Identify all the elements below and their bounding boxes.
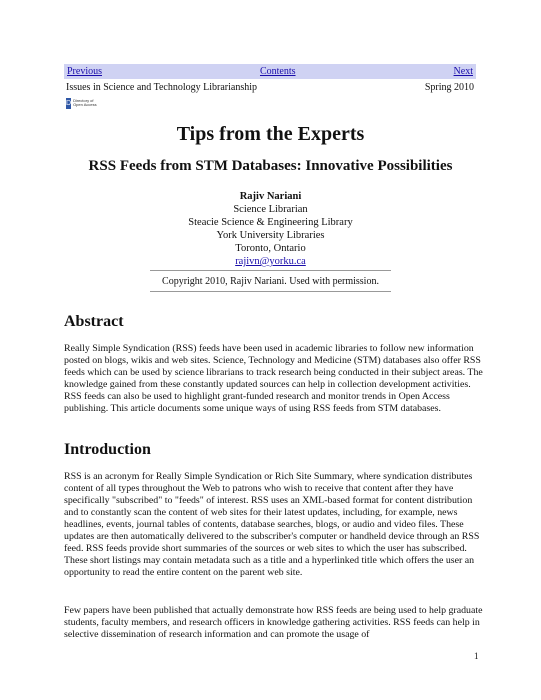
doaj-logo[interactable] — [66, 96, 98, 110]
author-role: Science Librarian — [233, 204, 308, 215]
page-number: 1 — [474, 651, 479, 661]
intro-paragraph: RSS is an acronym for Really Simple Syndication or Rich Site Summary, where syndication distributes content of all types throughout the Web to patrons who wish to receive that content after they have specifically "subscribed" to "feeds" of interest. RSS uses an XML-based format for content distribution and to constantly scan the content of web sites for their latest updates, including, for example, news headlines, events, journal tables of contents, database searches, blogs, or audio and video files. These updates are then automatically delivered to the subscriber's computer or handheld device through an RSS feed. RSS feeds provide short summaries of the sources or web sites to which the user has subscribed. These short listings may contain metadata such as a title and a hyperlinked title which offers the user an opportunity to read the entire content on the parent web site. — [64, 471, 480, 578]
author-email-link[interactable]: rajivn@yorku.ca — [235, 256, 306, 267]
author-university: York University Libraries — [216, 230, 325, 241]
author-library: Steacie Science & Engineering Library — [188, 217, 353, 228]
divider-bottom — [150, 291, 391, 292]
logo-mark: D — [66, 99, 72, 107]
copyright-notice: Copyright 2010, Rajiv Nariani. Used with permission. — [162, 276, 379, 287]
next-link[interactable]: Next — [453, 66, 473, 77]
previous-link[interactable]: Previous — [67, 66, 102, 77]
author-block — [0, 190, 541, 268]
navigation-bar — [64, 64, 476, 79]
page-title: Tips from the Experts — [176, 123, 365, 145]
journal-header — [66, 82, 474, 93]
abstract-text: Really Simple Syndication (RSS) feeds have been used in academic libraries to follow new information posted on blogs, wikis and web sites. Science, Technology and Medicine (STM) databases also offer RSS feeds which can be used by science librarians to track research being conducted in their subject areas. The knowledge gained from these constantly updated sources can help in collection development activities. RSS feeds can also be used to highlight grant-funded research and monitor trends in Open Access publishing. This article documents some unique ways of using RSS feeds from STM databases. — [64, 343, 483, 414]
article-subtitle: RSS Feeds from STM Databases: Innovative Possibilities — [88, 158, 453, 174]
abstract-heading: Abstract — [64, 313, 124, 330]
contents-link[interactable]: Contents — [259, 66, 296, 77]
introduction-heading: Introduction — [64, 441, 151, 458]
author-city: Toronto, Ontario — [235, 243, 306, 254]
author-name: Rajiv Nariani — [239, 191, 302, 202]
issue-label: Spring 2010 — [424, 82, 474, 93]
journal-name: Issues in Science and Technology Librarianship — [66, 82, 258, 93]
intro-paragraph: Few papers have been published that actually demonstrate how RSS feeds are being used to help graduate students, faculty members, and research officers in knowledge gathering activities. RSS feeds can help in selective dissemination of research information and can promote the usage of — [64, 605, 483, 640]
divider-top — [150, 270, 391, 271]
logo-text: Directory of Open Access — [73, 98, 97, 107]
